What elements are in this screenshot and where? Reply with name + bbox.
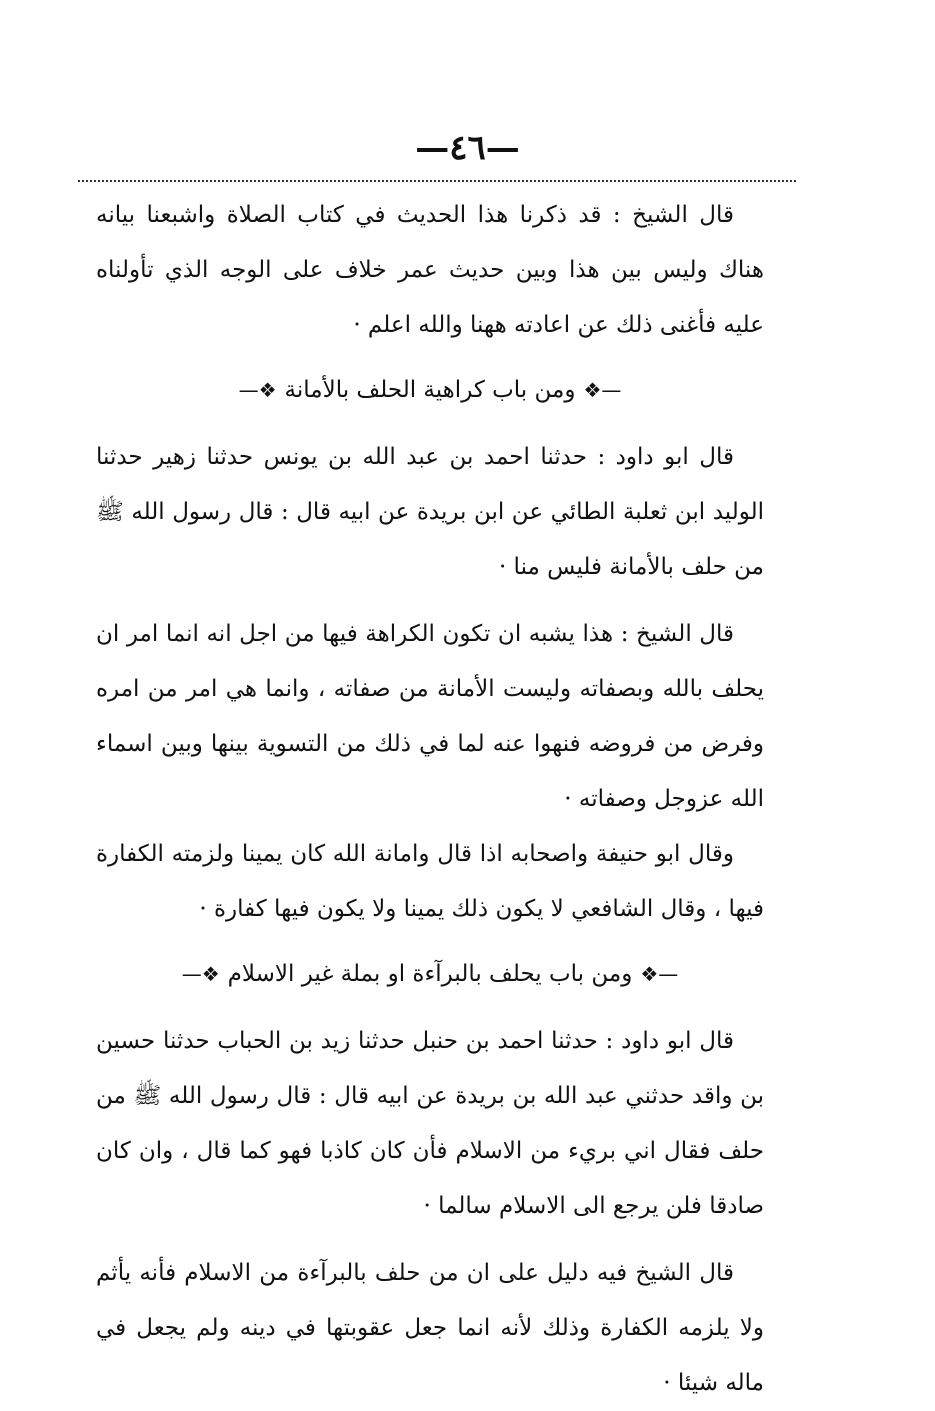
section-heading-amanah xyxy=(96,363,764,418)
paragraph-hadith-amanah: قال ابو داود : حدثنا احمد بن عبد الله بن يونس حدثنا زهير حدثنا الوليد ابن ثعلبة الطائي عن ابن بريدة عن ابيه قال : قال رسول الله ﷺ من حلف بالأمانة فليس منا · xyxy=(96,444,764,580)
section-heading-baraah xyxy=(96,947,764,1002)
ornament-icon: —❖ xyxy=(583,378,622,402)
ornament-icon: ❖— xyxy=(238,378,277,402)
ornament-icon: ❖— xyxy=(181,962,220,986)
paragraph-opinions: وقال ابو حنيفة واصحابه اذا قال وامانة الله كان يمينا ولزمته الكفارة فيها ، وقال الشافعي لا يكون ذلك يمينا ولا يكون فيها كفارة · xyxy=(96,841,764,922)
paragraph-commentary-baraah: قال الشيخ فيه دليل على ان من حلف بالبرآءة من الاسلام فأنه يأثم ولا يلزمه الكفارة وذلك لأنه انما جعل عقوبتها في دينه ولم يجعل في ماله شيئا · xyxy=(96,1260,764,1396)
paragraph-commentary-amanah: قال الشيخ : هذا يشبه ان تكون الكراهة فيها من اجل انه انما امر ان يحلف بالله وبصفاته وليست الأمانة من صفاته ، وانما هي امر من امره وفرض من فروضه فنهوا عنه لما في ذلك من التسوية بينها وبين اسماء الله عزوجل وصفاته · xyxy=(96,621,764,812)
heading-text: ومن باب يحلف بالبرآءة او بملة غير الاسلام xyxy=(227,961,633,987)
header-rule xyxy=(78,180,796,182)
page-number: —٤٦— xyxy=(415,128,520,168)
paragraph-intro: قال الشيخ : قد ذكرنا هذا الحديث في كتاب الصلاة واشبعنا بيانه هناك وليس بين هذا وبين حديث عمر خلاف على الوجه الذي تأولناه عليه فأغنى ذلك عن اعادته ههنا والله اعلم · xyxy=(96,202,764,338)
paragraph-hadith-baraah: قال ابو داود : حدثنا احمد بن حنبل حدثنا زيد بن الحباب حدثنا حسين بن واقد حدثني عبد الله بن بريدة عن ابيه قال : قال رسول الله ﷺ من حلف فقال اني بريء من الاسلام فأن كان كاذبا فهو كما قال ، وان كان صادقا فلن يرجع الى الاسلام سالما · xyxy=(96,1028,764,1219)
heading-text: ومن باب كراهية الحلف بالأمانة xyxy=(284,377,576,403)
page-body xyxy=(96,188,764,1411)
ornament-icon: —❖ xyxy=(640,962,679,986)
